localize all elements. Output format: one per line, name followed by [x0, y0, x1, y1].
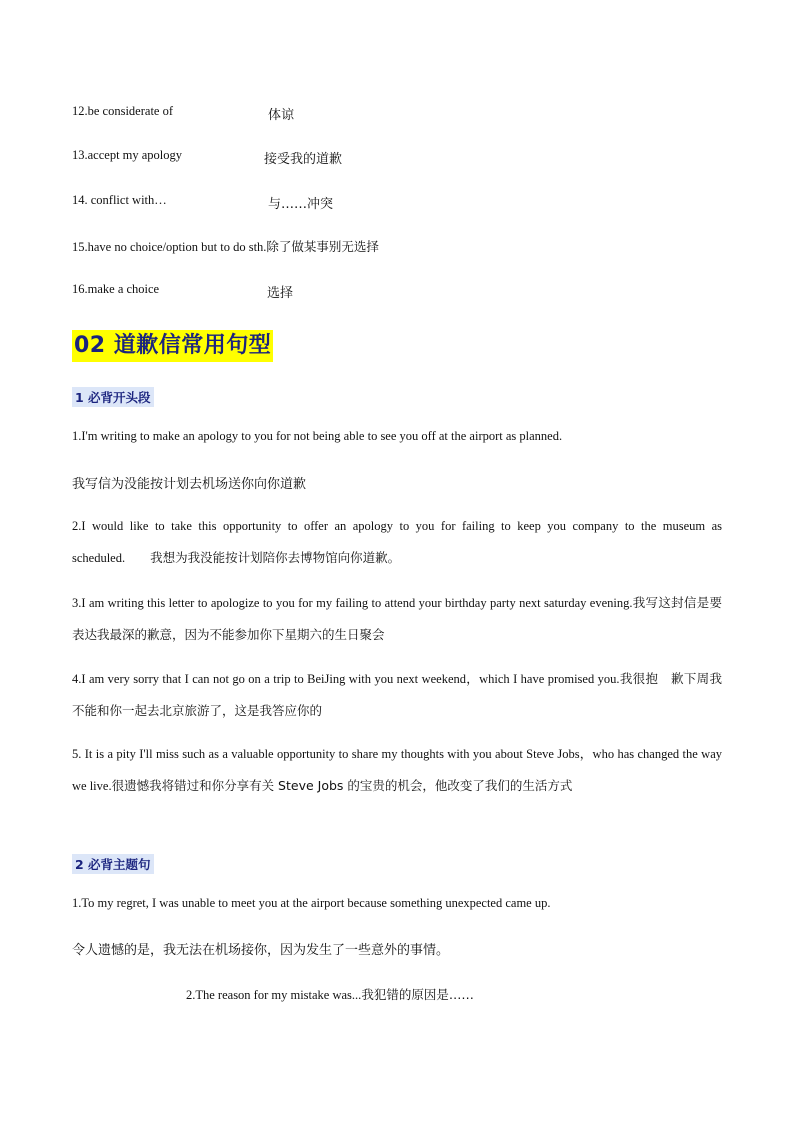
sentence-2-en: 2.I would like to take this opportunity to offer an apology to you for failing to keep you company to the museum as scheduled.	[72, 519, 722, 565]
vocab-item	[72, 148, 343, 167]
vocab-zh: 除了做某事别无选择	[266, 239, 379, 254]
sentence-1-en: 1.I'm writing to make an apology to you for not being able to see you off at the airport as planned.	[72, 429, 563, 443]
sentence-5	[72, 739, 722, 802]
sentence-1-zh: 我写信为没能按计划去机场送你向你道歉	[72, 477, 307, 492]
vocab-item	[72, 193, 334, 212]
vocab-zh: 接受我的道歉	[264, 152, 343, 167]
vocab-zh: 选择	[267, 286, 294, 301]
sentence-3	[72, 587, 735, 651]
topic-2-zh: 我犯错的原因是……	[361, 987, 474, 1002]
sentence-2	[72, 511, 722, 574]
sentence-4	[72, 663, 722, 727]
topic-1-zh: 令人遗憾的是，我无法在机场接你，因为发生了一些意外的事情。	[72, 943, 450, 958]
sentence-5-zh: 很遗憾我将错过和你分享有关 Steve Jobs 的宝贵的机会，他改变了我们的生活方式	[111, 778, 573, 793]
topic-2-en: 2.The reason for my mistake was...	[186, 988, 362, 1002]
subheading-opening: 1 必背开头段	[72, 387, 154, 407]
vocab-zh: 与……冲突	[268, 197, 334, 212]
sentence-4-en: 4.I am very sorry that I can not go on a trip to BeiJing with you next weekend，which I have promised you.	[72, 672, 620, 686]
vocab-en: 14. conflict with…	[72, 193, 167, 207]
topic-1-en: 1.To my regret, I was unable to meet you at the airport because something unexpected came up.	[72, 896, 551, 910]
sentence-4-zh: 我很抱 歉下周我不能和你一起去北京旅游了，这是我答应你的	[72, 671, 722, 718]
vocab-en: 12.be considerate of	[72, 104, 174, 118]
vocab-item	[72, 104, 295, 123]
vocab-item	[72, 237, 379, 255]
sentence-3-zh: 我写这封信是要 表达我最深的歉意，因为不能参加你下星期六的生日聚会	[72, 595, 735, 642]
vocab-en: 13.accept my apology	[72, 148, 183, 162]
vocab-en: 15.have no choice/option but to do sth.	[72, 240, 267, 254]
sentence-2-zh: 我想为我没能按计划陪你去博物馆向你道歉。	[150, 550, 401, 565]
subheading-topic: 2 必背主题句	[72, 854, 154, 874]
topic-2	[186, 985, 474, 1003]
vocab-item	[72, 282, 294, 301]
vocab-en: 16.make a choice	[72, 282, 160, 296]
sentence-5-en: 5. It is a pity I'll miss such as a valuable opportunity to share my thoughts with you about Steve Jobs，who has changed the way we live.	[72, 747, 722, 793]
vocab-zh: 体谅	[268, 108, 295, 123]
sentence-3-en: 3.I am writing this letter to apologize to you for my failing to attend your birthday party next saturday evening.	[72, 596, 633, 610]
section-heading: 02 道歉信常用句型	[72, 330, 273, 362]
